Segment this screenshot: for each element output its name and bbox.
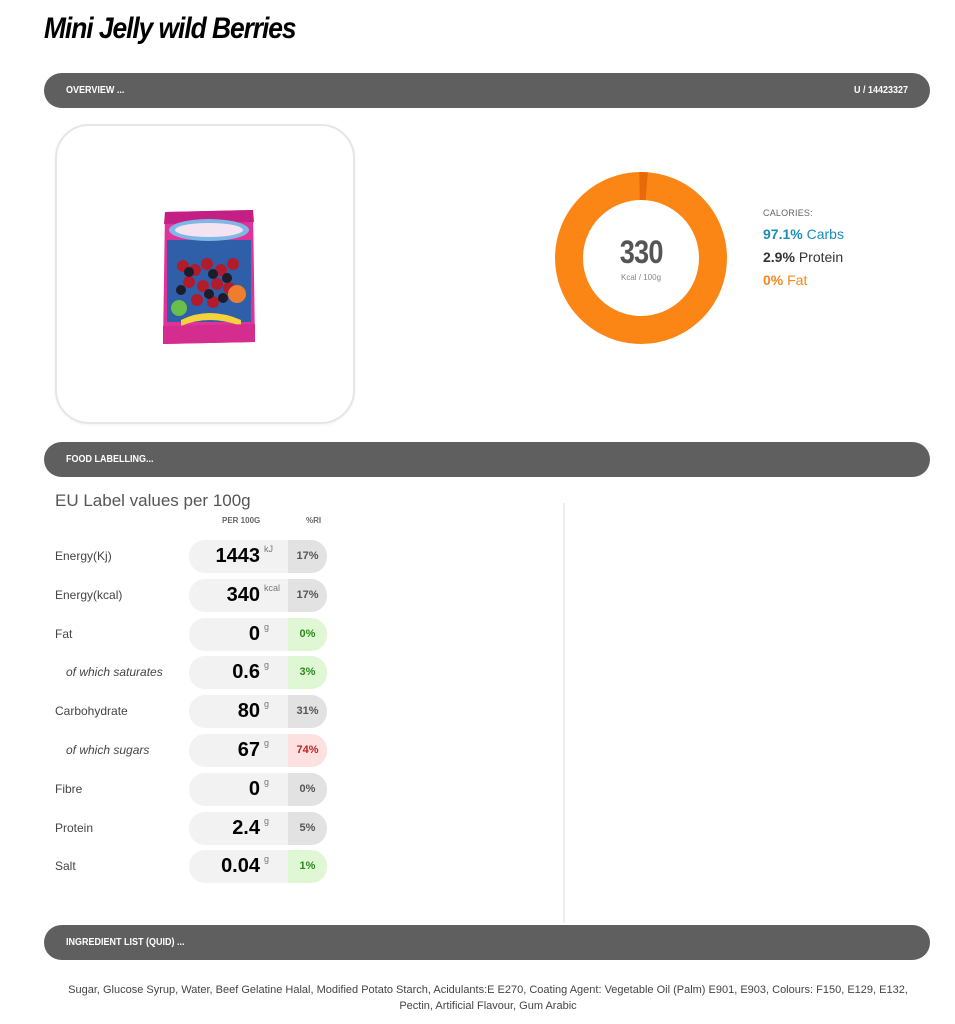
product-image-card[interactable]	[55, 124, 355, 424]
nutrient-value: 2.4	[232, 816, 260, 839]
food-labelling-section-bar[interactable]	[44, 442, 930, 477]
nutrient-name: Energy(Kj)	[55, 549, 112, 563]
nutrient-name: Salt	[55, 859, 76, 874]
calorie-value: 330	[619, 234, 663, 270]
nutrient-name: Carbohydrate	[55, 704, 128, 719]
nutrition-row	[55, 695, 335, 728]
food-labelling-label: FOOD LABELLING...	[66, 454, 154, 465]
nutrient-value: 340	[226, 583, 260, 606]
nutrient-value-pill	[189, 618, 327, 651]
macro-protein-name: Protein	[798, 249, 844, 265]
nutrient-value: 0.6	[232, 661, 260, 684]
nutrition-row	[55, 812, 335, 845]
nutrient-unit: g	[264, 699, 270, 710]
nutrient-name: Protein	[55, 820, 94, 835]
column-divider	[563, 503, 565, 923]
macro-protein	[763, 249, 844, 265]
nutrient-unit: g	[264, 854, 270, 865]
nutrient-ri-percent: 0%	[288, 618, 327, 651]
donut-center	[554, 171, 728, 345]
overview-section-bar[interactable]	[44, 73, 930, 108]
nutrient-name: of which saturates	[66, 665, 163, 680]
macro-carbs-pct: 97.1%	[763, 226, 803, 242]
nutrient-ri-percent: 3%	[288, 656, 327, 689]
nutrition-row	[55, 579, 335, 612]
nutrient-value: 0.04	[221, 855, 260, 878]
nutrient-ri-percent: 31%	[288, 695, 327, 728]
nutrient-value: 0	[248, 622, 260, 645]
ingredient-text: Sugar, Glucose Syrup, Water, Beef Gelatine Halal, Modified Potato Starch, Acidulants:E E270, Coating Agent: Vegetable Oil (Palm) E901, E903, Colours: F150, E129, E132, Pectin, Artificial Flavour, Gum Arabic	[68, 984, 908, 1012]
macro-fat	[763, 272, 844, 288]
nutrient-name: Fibre	[55, 781, 83, 796]
product-code: U / 14423327	[853, 85, 908, 96]
nutrient-value-pill	[189, 656, 327, 689]
macro-fat-pct: 0%	[763, 272, 784, 288]
nutrient-ri-percent: 5%	[288, 812, 327, 845]
nutrient-ri-percent: 17%	[288, 579, 327, 612]
nutrition-row	[55, 618, 335, 651]
nutrient-value: 67	[237, 739, 260, 761]
ingredient-list-label: INGREDIENT LIST (QUID) ...	[66, 937, 185, 948]
nutrient-unit: g	[264, 738, 270, 748]
ri-column-header: %RI	[306, 516, 322, 525]
nutrient-value: 80	[237, 700, 260, 723]
nutrition-row	[55, 773, 335, 806]
macro-carbs-name: Carbs	[806, 226, 844, 242]
nutrient-ri-percent: 0%	[288, 773, 327, 806]
nutrient-value-pill	[189, 850, 327, 883]
macro-breakdown	[763, 208, 844, 295]
calories-label: CALORIES:	[763, 208, 813, 218]
macro-fat-name: Fat	[787, 272, 808, 288]
nutrient-value-pill	[189, 579, 327, 612]
nutrient-name: Fat	[55, 626, 73, 641]
nutrition-row	[55, 540, 335, 573]
nutrient-name: of which sugars	[66, 743, 150, 757]
nutrient-value: 1443	[215, 545, 260, 567]
nutrient-ri-percent: 1%	[288, 850, 327, 883]
overview-label: OVERVIEW ...	[66, 85, 125, 96]
nutrient-value-pill	[189, 812, 327, 845]
ingredient-section-bar[interactable]	[44, 925, 930, 960]
nutrient-value-pill	[189, 540, 327, 573]
eu-label-title: EU Label values per 100g	[55, 491, 251, 510]
nutrient-unit: kcal	[264, 582, 281, 593]
nutrient-name: Energy(kcal)	[55, 587, 123, 602]
product-image	[161, 208, 257, 346]
nutrient-unit: kJ	[264, 544, 273, 554]
nutrient-unit: g	[264, 815, 270, 826]
macro-protein-pct: 2.9%	[763, 249, 795, 265]
nutrient-ri-percent: 74%	[288, 734, 327, 767]
nutrition-row	[55, 656, 335, 689]
nutrient-value: 0	[248, 777, 260, 800]
nutrient-unit: g	[264, 621, 270, 632]
nutrition-row	[55, 734, 335, 767]
nutrient-unit: g	[264, 660, 270, 671]
nutrient-ri-percent: 17%	[288, 540, 327, 573]
nutrient-value-pill	[189, 773, 327, 806]
nutrient-value-pill	[189, 734, 327, 767]
nutrient-value-pill	[189, 695, 327, 728]
calorie-unit: Kcal / 100g	[620, 273, 662, 282]
macro-carbs	[763, 226, 844, 242]
per100-column-header: PER 100G	[222, 516, 261, 525]
nutrient-unit: g	[264, 776, 270, 787]
product-title: Mini Jelly wild Berries	[44, 12, 296, 45]
nutrition-row	[55, 850, 335, 883]
